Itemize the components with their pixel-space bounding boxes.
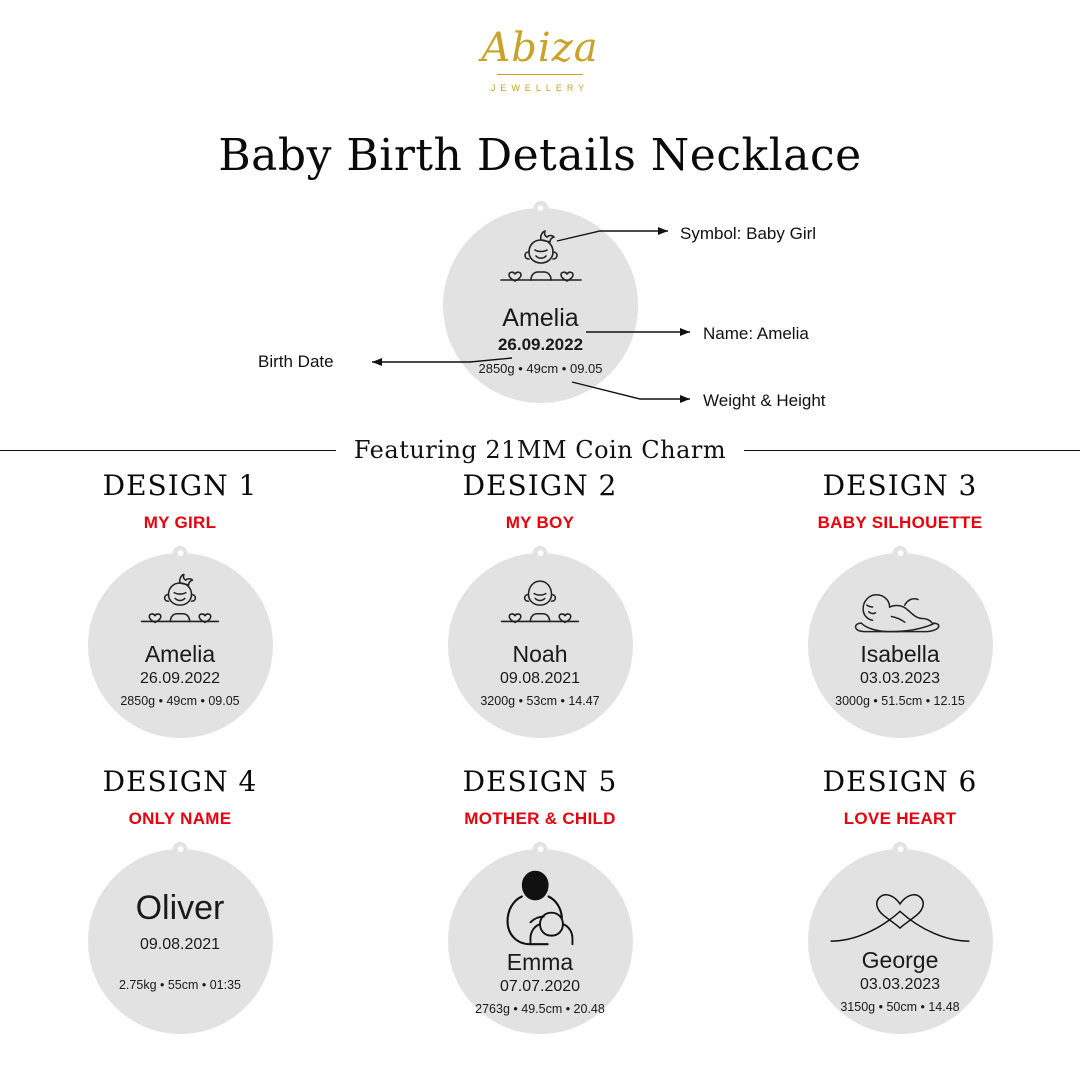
brand-subtitle: JEWELLERY xyxy=(490,83,590,93)
baby-girl-icon xyxy=(491,230,591,302)
design-cell-2[interactable] xyxy=(360,469,720,738)
page-title: Baby Birth Details Necklace xyxy=(218,130,862,181)
coin-charm xyxy=(448,553,633,738)
design-title: DESIGN 3 xyxy=(822,469,978,502)
design-cell-5[interactable] xyxy=(360,765,720,1034)
coin-charm xyxy=(808,849,993,1034)
callout-weight-height: Weight & Height xyxy=(703,391,826,410)
coin-date: 09.08.2021 xyxy=(499,670,581,687)
design-cell-4[interactable] xyxy=(0,765,360,1034)
callout-symbol: Symbol: Baby Girl xyxy=(680,224,817,243)
callout-birth-date: Birth Date xyxy=(258,352,334,371)
design-title: DESIGN 4 xyxy=(102,765,258,798)
design-title: DESIGN 5 xyxy=(462,765,618,798)
coin-stats: 3000g • 51.5cm • 12.15 xyxy=(835,694,965,708)
callout-name: Name: Amelia xyxy=(703,324,809,343)
coin-name: Noah xyxy=(512,641,568,667)
design-title: DESIGN 6 xyxy=(822,765,978,798)
baby-silhouette-icon xyxy=(848,573,952,643)
coin-date: 03.03.2023 xyxy=(859,670,941,687)
coin-charm xyxy=(88,849,273,1034)
hero-coin-date: 26.09.2022 xyxy=(497,335,584,354)
design-title: DESIGN 1 xyxy=(102,469,258,502)
divider-left xyxy=(0,450,336,451)
design-row-2 xyxy=(0,765,1080,1034)
coin-stats: 3200g • 53cm • 14.47 xyxy=(480,694,600,708)
coin-name: George xyxy=(861,947,939,973)
divider-right xyxy=(744,450,1080,451)
design-grid xyxy=(0,469,1080,1034)
design-subtitle: MY BOY xyxy=(505,513,575,532)
coin-charm xyxy=(448,849,633,1034)
coin-date: 07.07.2020 xyxy=(499,978,581,995)
design-subtitle: ONLY NAME xyxy=(128,809,232,828)
brand-divider xyxy=(497,74,583,75)
coin-name: Oliver xyxy=(135,889,225,928)
coin-name: Emma xyxy=(506,949,574,975)
design-subtitle: MOTHER & CHILD xyxy=(464,809,616,828)
coin-name: Amelia xyxy=(144,641,216,667)
hero-coin-stats: 2850g • 49cm • 09.05 xyxy=(478,361,603,376)
hero-coin-charm xyxy=(443,208,638,403)
coin-name: Isabella xyxy=(860,641,940,667)
design-subtitle: BABY SILHOUETTE xyxy=(817,513,983,532)
baby-boy-icon xyxy=(492,573,588,643)
featuring-band xyxy=(0,433,1080,467)
coin-charm xyxy=(88,553,273,738)
coin-date: 09.08.2021 xyxy=(139,936,221,954)
mother-child-icon xyxy=(497,865,583,949)
featuring-label: Featuring 21MM Coin Charm xyxy=(353,436,727,464)
design-subtitle: MY GIRL xyxy=(143,513,217,532)
brand-name: Abiza xyxy=(481,25,599,71)
design-subtitle: LOVE HEART xyxy=(843,809,957,828)
coin-charm xyxy=(808,553,993,738)
coin-date: 03.03.2023 xyxy=(859,976,941,993)
hero-coin-name: Amelia xyxy=(502,304,579,332)
design-row-1 xyxy=(0,469,1080,738)
brand-logo xyxy=(0,25,1080,93)
coin-stats: 3150g • 50cm • 14.48 xyxy=(840,1000,960,1014)
love-heart-icon xyxy=(825,863,975,943)
coin-stats: 2850g • 49cm • 09.05 xyxy=(120,694,240,708)
coin-stats: 2763g • 49.5cm • 20.48 xyxy=(475,1002,605,1016)
coin-stats: 2.75kg • 55cm • 01:35 xyxy=(118,978,242,993)
baby-girl-icon xyxy=(132,573,228,643)
design-cell-3[interactable] xyxy=(720,469,1080,738)
design-cell-1[interactable] xyxy=(0,469,360,738)
design-title: DESIGN 2 xyxy=(462,469,618,502)
design-cell-6[interactable] xyxy=(720,765,1080,1034)
coin-date: 26.09.2022 xyxy=(139,670,221,687)
